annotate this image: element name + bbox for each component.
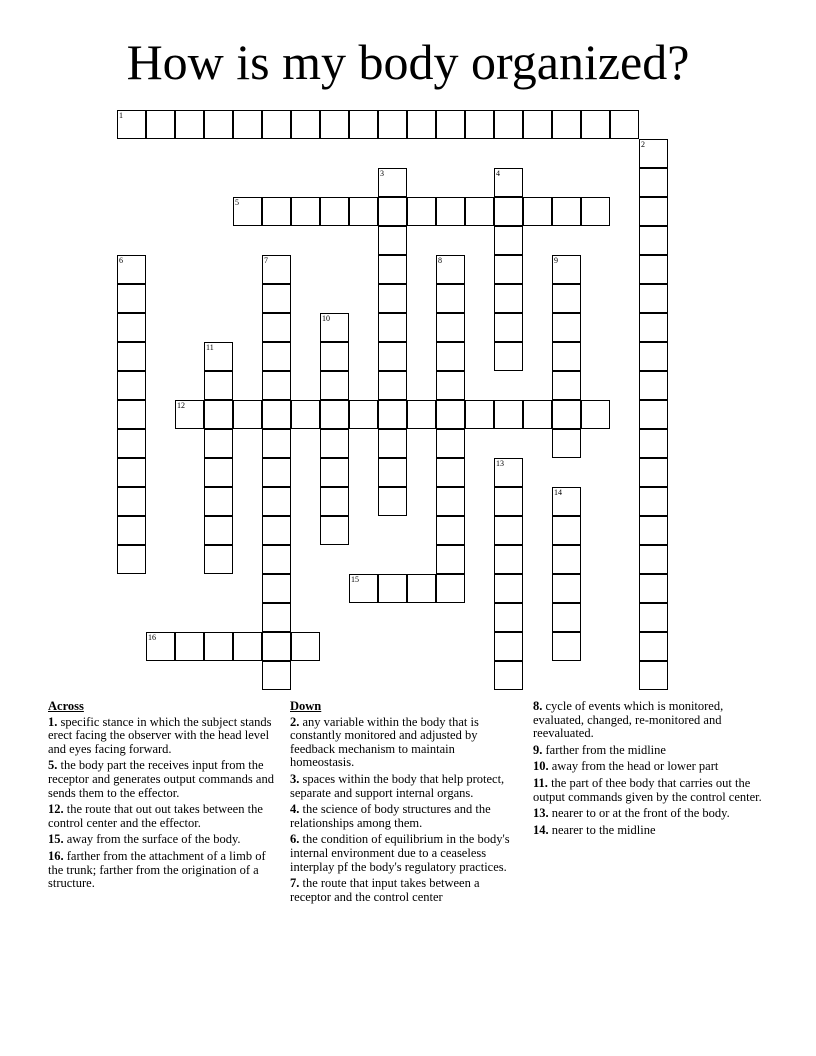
grid-cell[interactable] [581, 400, 610, 429]
grid-cell[interactable] [117, 429, 146, 458]
grid-cell[interactable] [262, 429, 291, 458]
grid-cell[interactable] [262, 342, 291, 371]
clue-number: 7 [264, 256, 268, 265]
grid-cell[interactable] [117, 458, 146, 487]
page-title: How is my body organized? [126, 34, 690, 90]
clue-number: 16 [148, 633, 156, 642]
grid-cell[interactable] [378, 458, 407, 487]
grid-cell[interactable] [378, 342, 407, 371]
grid-cell[interactable] [639, 574, 668, 603]
clue-item-number: 4. [290, 802, 300, 817]
clue-item-text: the route that input takes between a receptor and the control center [290, 876, 480, 904]
clue-item-text: away from the surface of the body. [63, 832, 241, 847]
grid-cell[interactable] [639, 603, 668, 632]
clue-number: 2 [641, 140, 645, 149]
clue-item [533, 777, 763, 804]
grid-cell[interactable] [378, 313, 407, 342]
grid-cell[interactable] [349, 400, 378, 429]
grid-cell[interactable] [117, 255, 146, 284]
grid-cell[interactable] [320, 342, 349, 371]
across-heading: Across [48, 699, 84, 713]
clue-item-number: 7. [290, 876, 300, 891]
grid-cell[interactable] [291, 632, 320, 661]
grid-cell[interactable] [262, 516, 291, 545]
grid-cell[interactable] [349, 197, 378, 226]
grid-cell[interactable] [436, 400, 465, 429]
grid-cell[interactable] [320, 110, 349, 139]
across-clues [48, 700, 276, 894]
clue-number: 14 [554, 488, 562, 497]
grid-cell[interactable] [639, 458, 668, 487]
grid-cell[interactable] [552, 110, 581, 139]
grid-cell[interactable] [378, 574, 407, 603]
grid-cell[interactable] [494, 516, 523, 545]
grid-cell[interactable] [465, 197, 494, 226]
clue-item-text: the route that out out takes between the control center and the effector. [48, 802, 263, 830]
grid-cell[interactable] [552, 516, 581, 545]
grid-cell[interactable] [175, 110, 204, 139]
grid-cell[interactable] [494, 313, 523, 342]
grid-cell[interactable] [494, 226, 523, 255]
grid-cell[interactable] [204, 400, 233, 429]
grid-cell[interactable] [494, 168, 523, 197]
grid-cell[interactable] [262, 255, 291, 284]
grid-cell[interactable] [639, 342, 668, 371]
grid-cell[interactable] [117, 516, 146, 545]
clue-item-number: 1. [48, 714, 58, 729]
grid-cell[interactable] [552, 487, 581, 516]
grid-cell[interactable] [320, 313, 349, 342]
grid-cell[interactable] [639, 487, 668, 516]
grid-cell[interactable] [262, 313, 291, 342]
clue-item-number: 13. [533, 806, 549, 821]
grid-cell[interactable] [233, 632, 262, 661]
grid-cell[interactable] [233, 197, 262, 226]
clue-item [533, 824, 763, 838]
grid-cell[interactable] [552, 545, 581, 574]
grid-cell[interactable] [552, 255, 581, 284]
grid-cell[interactable] [262, 110, 291, 139]
clue-item-text: the condition of equilibrium in the body's internal environment due to a ceaseless interplay pf the body's regulatory practices. [290, 832, 510, 874]
grid-cell[interactable] [494, 197, 523, 226]
clue-item [48, 716, 276, 757]
grid-cell[interactable] [320, 487, 349, 516]
clue-number: 4 [496, 169, 500, 178]
grid-cell[interactable] [639, 313, 668, 342]
grid-cell[interactable] [494, 284, 523, 313]
grid-cell[interactable] [146, 632, 175, 661]
grid-cell[interactable] [378, 429, 407, 458]
clue-item-number: 5. [48, 758, 58, 773]
grid-cell[interactable] [581, 197, 610, 226]
clue-item [533, 807, 763, 821]
grid-cell[interactable] [639, 632, 668, 661]
grid-cell[interactable] [204, 545, 233, 574]
clue-item-text: specific stance in which the subject stands erect facing the observer with the head level and eyes facing forward. [48, 714, 272, 756]
grid-cell[interactable] [639, 661, 668, 690]
grid-cell[interactable] [378, 371, 407, 400]
grid-cell[interactable] [146, 110, 175, 139]
grid-cell[interactable] [262, 458, 291, 487]
clue-item-text: the body part the receives input from the receptor and generates output commands and sends them to the effector. [48, 758, 274, 800]
grid-cell[interactable] [494, 342, 523, 371]
grid-cell[interactable] [552, 371, 581, 400]
grid-cell[interactable] [639, 429, 668, 458]
grid-cell[interactable] [117, 284, 146, 313]
clue-item-number: 10. [533, 759, 549, 774]
grid-cell[interactable] [204, 110, 233, 139]
clue-item-number: 9. [533, 742, 543, 757]
grid-cell[interactable] [465, 400, 494, 429]
grid-cell[interactable] [204, 516, 233, 545]
grid-cell[interactable] [639, 197, 668, 226]
clue-item-number: 14. [533, 822, 549, 837]
grid-cell[interactable] [436, 371, 465, 400]
grid-cell[interactable] [204, 458, 233, 487]
grid-cell[interactable] [639, 284, 668, 313]
grid-cell[interactable] [291, 400, 320, 429]
clue-number: 3 [380, 169, 384, 178]
clue-number: 1 [119, 111, 123, 120]
clue-item [290, 833, 510, 874]
clue-item [48, 803, 276, 830]
grid-cell[interactable] [204, 371, 233, 400]
clue-item-text: the science of body structures and the relationships among them. [290, 802, 491, 830]
grid-cell[interactable] [291, 110, 320, 139]
clue-item-number: 15. [48, 832, 64, 847]
clue-item-text: nearer to or at the front of the body. [548, 806, 730, 821]
clue-number: 9 [554, 256, 558, 265]
clue-item-number: 6. [290, 832, 300, 847]
grid-cell[interactable] [117, 487, 146, 516]
clue-item-text: farther from the midline [542, 742, 666, 757]
grid-cell[interactable] [407, 197, 436, 226]
grid-cell[interactable] [436, 313, 465, 342]
clue-number: 8 [438, 256, 442, 265]
clue-item [290, 773, 510, 800]
grid-cell[interactable] [552, 603, 581, 632]
down-clue-list [290, 716, 510, 905]
grid-cell[interactable] [639, 516, 668, 545]
clue-item [533, 744, 763, 758]
grid-cell[interactable] [378, 255, 407, 284]
grid-cell[interactable] [639, 226, 668, 255]
grid-cell[interactable] [233, 110, 262, 139]
grid-cell[interactable] [262, 603, 291, 632]
grid-cell[interactable] [552, 284, 581, 313]
grid-cell[interactable] [117, 371, 146, 400]
clue-number: 12 [177, 401, 185, 410]
grid-cell[interactable] [233, 400, 262, 429]
grid-cell[interactable] [378, 110, 407, 139]
grid-cell[interactable] [407, 400, 436, 429]
grid-cell[interactable] [320, 197, 349, 226]
grid-cell[interactable] [204, 429, 233, 458]
across-clue-list [48, 716, 276, 891]
clue-item-text: nearer to the midline [548, 822, 656, 837]
clue-item-number: 3. [290, 771, 300, 786]
grid-cell[interactable] [378, 284, 407, 313]
clue-number: 11 [206, 343, 214, 352]
clue-item [48, 850, 276, 891]
clue-item-number: 11. [533, 775, 548, 790]
grid-cell[interactable] [639, 400, 668, 429]
grid-cell[interactable] [117, 342, 146, 371]
grid-cell[interactable] [552, 632, 581, 661]
clue-item [290, 877, 510, 904]
grid-cell[interactable] [378, 168, 407, 197]
grid-cell[interactable] [117, 313, 146, 342]
grid-cell[interactable] [204, 342, 233, 371]
grid-cell[interactable] [494, 458, 523, 487]
grid-cell[interactable] [117, 110, 146, 139]
clue-item [290, 716, 510, 770]
grid-cell[interactable] [494, 545, 523, 574]
grid-cell[interactable] [610, 110, 639, 139]
grid-cell[interactable] [262, 574, 291, 603]
grid-cell[interactable] [494, 110, 523, 139]
grid-cell[interactable] [320, 400, 349, 429]
grid-cell[interactable] [204, 632, 233, 661]
grid-cell[interactable] [349, 574, 378, 603]
grid-cell[interactable] [436, 458, 465, 487]
grid-cell[interactable] [639, 255, 668, 284]
clue-item-number: 8. [533, 699, 543, 713]
grid-cell[interactable] [639, 545, 668, 574]
grid-cell[interactable] [581, 110, 610, 139]
grid-cell[interactable] [262, 371, 291, 400]
grid-cell[interactable] [262, 632, 291, 661]
grid-cell[interactable] [436, 545, 465, 574]
grid-cell[interactable] [320, 429, 349, 458]
clue-item [290, 803, 510, 830]
grid-cell[interactable] [320, 458, 349, 487]
clue-item [533, 760, 763, 774]
grid-cell[interactable] [204, 487, 233, 516]
grid-cell[interactable] [175, 632, 204, 661]
grid-cell[interactable] [291, 197, 320, 226]
grid-cell[interactable] [639, 168, 668, 197]
clue-item-number: 12. [48, 802, 64, 817]
grid-cell[interactable] [494, 255, 523, 284]
grid-cell[interactable] [436, 342, 465, 371]
grid-cell[interactable] [349, 110, 378, 139]
clue-item-text: away from the head or lower part [548, 759, 719, 774]
grid-cell[interactable] [117, 400, 146, 429]
grid-cell[interactable] [523, 197, 552, 226]
clue-item-text: cycle of events which is monitored, evaluated, changed, re-monitored and reevaluated. [533, 699, 724, 741]
grid-cell[interactable] [494, 400, 523, 429]
grid-cell[interactable] [552, 429, 581, 458]
grid-cell[interactable] [639, 139, 668, 168]
down-clues-continued [533, 700, 763, 840]
grid-cell[interactable] [378, 226, 407, 255]
grid-cell[interactable] [407, 110, 436, 139]
grid-cell[interactable] [320, 371, 349, 400]
grid-cell[interactable] [436, 429, 465, 458]
grid-cell[interactable] [494, 661, 523, 690]
clue-item [533, 700, 763, 741]
clue-number: 5 [235, 198, 239, 207]
grid-cell[interactable] [639, 371, 668, 400]
clue-number: 6 [119, 256, 123, 265]
grid-cell[interactable] [378, 487, 407, 516]
down-clue-list-continued [533, 700, 763, 837]
clue-item-text: spaces within the body that help protect, separate and support internal organs. [290, 771, 505, 800]
grid-cell[interactable] [262, 487, 291, 516]
grid-cell[interactable] [436, 487, 465, 516]
grid-cell[interactable] [262, 284, 291, 313]
clue-item-text: the part of thee body that carries out the output commands given by the control center. [533, 775, 762, 804]
down-clues [290, 700, 510, 907]
clue-item-number: 16. [48, 848, 64, 863]
clue-item-text: farther from the attachment of a limb of the trunk; farther from the origination of a structure. [48, 848, 266, 891]
clue-number: 15 [351, 575, 359, 584]
grid-cell[interactable] [552, 400, 581, 429]
grid-cell[interactable] [494, 487, 523, 516]
grid-cell[interactable] [523, 110, 552, 139]
clue-number: 10 [322, 314, 330, 323]
grid-cell[interactable] [523, 400, 552, 429]
grid-cell[interactable] [494, 603, 523, 632]
grid-cell[interactable] [436, 197, 465, 226]
grid-cell[interactable] [378, 400, 407, 429]
grid-cell[interactable] [117, 545, 146, 574]
grid-cell[interactable] [465, 110, 494, 139]
grid-cell[interactable] [436, 516, 465, 545]
clue-number: 13 [496, 459, 504, 468]
grid-cell[interactable] [262, 400, 291, 429]
grid-cell[interactable] [552, 342, 581, 371]
clue-item [48, 759, 276, 800]
grid-cell[interactable] [494, 574, 523, 603]
grid-cell[interactable] [262, 197, 291, 226]
grid-cell[interactable] [436, 110, 465, 139]
grid-cell[interactable] [436, 255, 465, 284]
grid-cell[interactable] [407, 574, 436, 603]
grid-cell[interactable] [436, 574, 465, 603]
grid-cell[interactable] [494, 632, 523, 661]
clue-item [48, 833, 276, 847]
grid-cell[interactable] [175, 400, 204, 429]
grid-cell[interactable] [320, 516, 349, 545]
clue-item-number: 2. [290, 714, 300, 729]
clue-item-text: any variable within the body that is constantly monitored and adjusted by feedback mechanism to maintain homeostasis. [290, 714, 479, 770]
grid-cell[interactable] [262, 661, 291, 690]
down-heading: Down [290, 699, 322, 713]
grid-cell[interactable] [552, 574, 581, 603]
grid-cell[interactable] [262, 545, 291, 574]
grid-cell[interactable] [436, 284, 465, 313]
grid-cell[interactable] [552, 313, 581, 342]
grid-cell[interactable] [552, 197, 581, 226]
grid-cell[interactable] [378, 197, 407, 226]
